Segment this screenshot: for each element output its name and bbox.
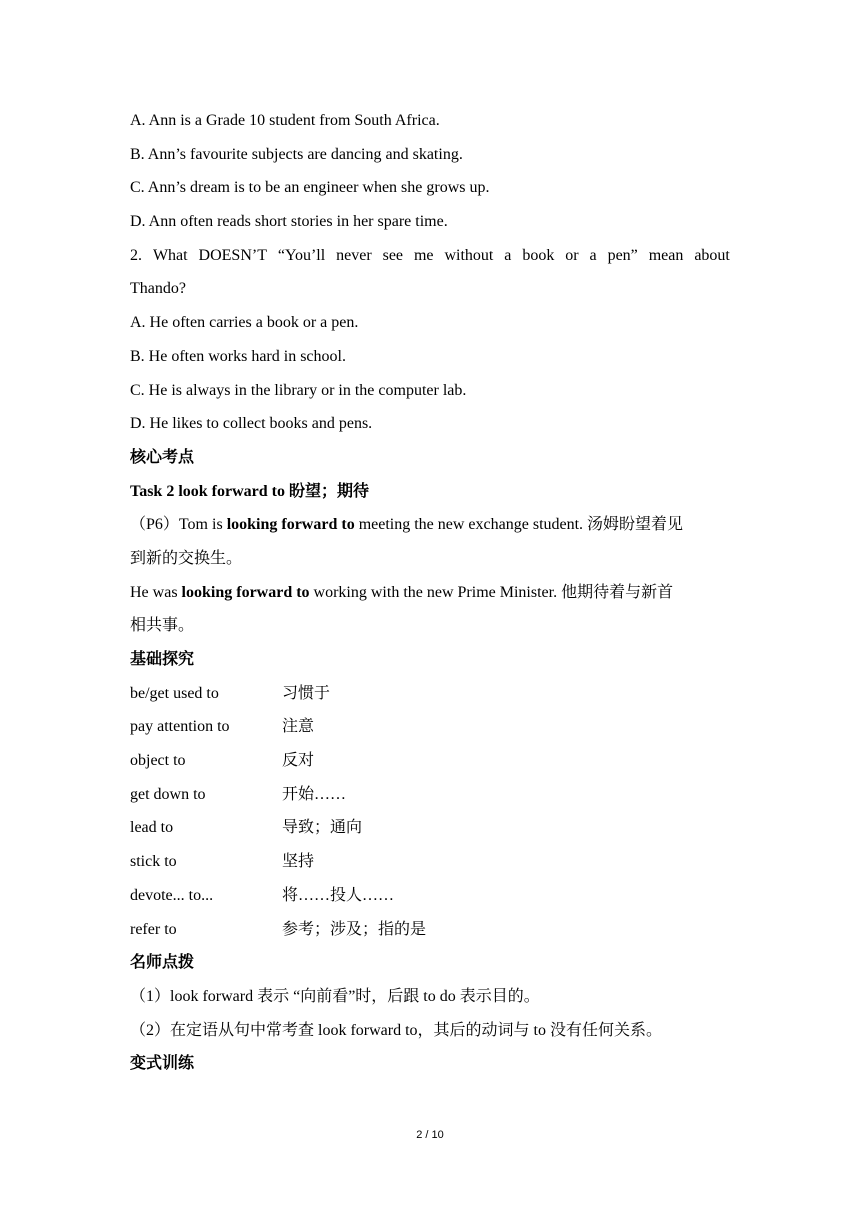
section-heading-practice: 变式训练 [130,1055,195,1073]
question-2-stem-word: a [589,246,597,264]
phrase-chinese: 参考；涉及；指的是 [282,920,427,938]
phrase-row [130,744,730,778]
question-2-stem-continued: Thando? [130,280,186,298]
phrase-english: refer to [130,920,177,938]
phrase-list [130,677,730,947]
question-2-stem-word: book [522,246,555,264]
phrase-row [130,845,730,879]
phrase-chinese: 导致；通向 [282,819,363,837]
phrase-english: devote... to... [130,886,214,904]
page-number: 2 / 10 [416,1129,444,1141]
phrase-row [130,710,730,744]
question-2-stem-word: never [336,246,372,264]
phrase-chinese: 坚持 [282,853,315,871]
question-2-stem-word: mean [648,246,684,264]
example-2-pre: He was [130,583,182,601]
document-body [130,104,730,1081]
question-2-stem-word: 2. [130,246,142,264]
question-1-option: B. Ann’s favourite subjects are dancing and skating. [130,145,463,163]
phrase-english: get down to [130,785,206,803]
section-heading-core: 核心考点 [130,448,195,466]
example-sentence-1 [130,508,730,542]
question-2-options [130,306,730,441]
phrase-chinese: 习惯于 [282,684,331,702]
phrase-row [130,879,730,913]
question-2-stem-word: “You’ll [277,246,326,264]
question-2-stem [130,239,730,273]
example-1-pre: （P6）Tom is [130,516,227,534]
phrase-row [130,811,730,845]
example-1-post: meeting the new exchange student. 汤姆盼望着见 [354,516,684,534]
question-2-option: A. He often carries a book or a pen. [130,314,359,332]
phrase-english: object to [130,752,186,770]
question-1-option: C. Ann’s dream is to be an engineer when she grows up. [130,179,490,197]
example-sentence-2-continued: 相共事。 [130,617,195,635]
question-2-option: C. He is always in the library or in the computer lab. [130,381,467,399]
example-sentence-1-continued: 到新的交换生。 [130,549,243,567]
example-2-phrase: looking forward to [181,583,310,601]
question-2-option: D. He likes to collect books and pens. [130,415,373,433]
tips-list [130,980,730,1047]
question-2-stem-word: me [413,246,434,264]
question-1-options [130,104,730,239]
question-1-option: A. Ann is a Grade 10 student from South Africa. [130,112,440,129]
example-sentence-2 [130,576,730,610]
example-2-post: working with the new Prime Minister. 他期待着与新首 [309,583,674,601]
phrase-chinese: 反对 [282,752,315,770]
phrase-english: pay attention to [130,718,230,736]
question-2-stem-word: a [504,246,512,264]
tip-item: （2）在定语从句中常考查 look forward to，其后的动词与 to 没有任何关系。 [130,1021,662,1039]
section-heading-basic: 基础探究 [130,651,195,668]
section-heading-tips: 名师点拨 [130,954,195,972]
phrase-row [130,913,730,947]
question-1-option: D. Ann often reads short stories in her spare time. [130,213,448,231]
question-2-stem-word: see [382,246,404,264]
question-2-stem-word: pen” [607,246,638,264]
example-1-phrase: looking forward to [226,516,355,534]
phrase-chinese: 开始…… [282,785,347,803]
phrase-row [130,778,730,812]
question-2-stem-word: DOESN’T [198,246,267,264]
phrase-chinese: 将……投人…… [282,886,395,904]
question-2-stem-word: What [152,246,188,264]
phrase-english: stick to [130,853,177,871]
task-heading: Task 2 look forward to 盼望；期待 [130,482,369,500]
tip-item: （1）look forward 表示 “向前看”时，后跟 to do 表示目的。 [130,987,540,1005]
phrase-row [130,677,730,711]
phrase-english: be/get used to [130,684,219,702]
question-2-stem-word: without [444,246,494,264]
phrase-english: lead to [130,819,174,837]
phrase-chinese: 注意 [282,718,315,736]
question-2-stem-word: or [565,246,579,264]
question-2-option: B. He often works hard in school. [130,347,346,365]
question-2-stem-word: about [694,246,730,264]
